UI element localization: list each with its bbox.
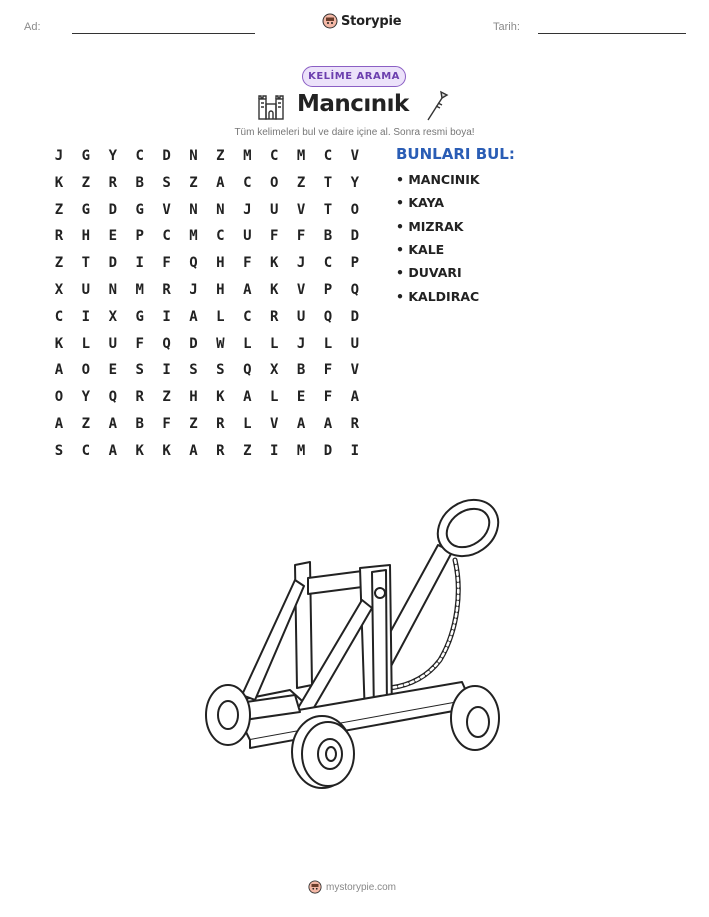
word-list-item: • MIZRAK xyxy=(396,218,464,234)
grid-cell[interactable]: G xyxy=(135,308,144,325)
grid-cell[interactable]: N xyxy=(189,148,198,164)
grid-cell[interactable]: Q xyxy=(108,389,118,406)
word-list-item: • DUVARI xyxy=(396,265,462,281)
grid-cell[interactable]: F xyxy=(323,362,333,379)
grid-cell[interactable]: Y xyxy=(81,389,91,406)
word-list-title: BUNLARI BUL: xyxy=(396,145,515,163)
grid-cell[interactable]: T xyxy=(81,255,91,272)
word-list-item: • KALDIRAC xyxy=(396,288,480,304)
spear-icon xyxy=(424,90,450,122)
grid-cell[interactable]: M xyxy=(243,148,252,164)
grid-cell[interactable]: R xyxy=(108,174,118,191)
grid-cell[interactable]: O xyxy=(350,201,360,218)
grid-cell[interactable]: L xyxy=(269,389,279,406)
grid-cell[interactable]: O xyxy=(54,389,64,406)
word-search-grid xyxy=(47,148,367,468)
grid-cell[interactable]: X xyxy=(269,362,279,379)
grid-cell[interactable]: A xyxy=(243,282,252,298)
grid-cell[interactable]: C xyxy=(243,308,252,325)
grid-cell[interactable]: V xyxy=(162,201,171,218)
grid-cell[interactable]: A xyxy=(54,416,64,432)
grid-cell[interactable]: H xyxy=(216,255,225,272)
grid-cell[interactable]: B xyxy=(135,174,144,191)
grid-cell[interactable]: L xyxy=(323,335,333,352)
grid-cell[interactable]: A xyxy=(323,416,333,432)
grid-cell[interactable]: Z xyxy=(216,148,225,164)
grid-cell[interactable]: D xyxy=(189,335,198,352)
grid-cell[interactable]: U xyxy=(243,228,252,245)
instructions: Tüm kelimeleri bul ve daire içine al. Sonra resmi boya! xyxy=(234,127,475,138)
grid-row xyxy=(47,228,367,248)
grid-cell[interactable]: M xyxy=(189,228,198,245)
grid-cell[interactable]: D xyxy=(323,442,333,459)
grid-cell[interactable]: T xyxy=(323,174,333,191)
grid-cell[interactable]: F xyxy=(323,389,333,406)
grid-cell[interactable]: Q xyxy=(323,308,333,325)
grid-cell[interactable]: L xyxy=(81,335,91,352)
name-label: Ad: xyxy=(24,21,41,33)
grid-cell[interactable]: D xyxy=(108,201,118,218)
grid-cell[interactable]: J xyxy=(189,282,198,298)
brand xyxy=(322,13,401,29)
grid-cell[interactable]: C xyxy=(54,308,64,325)
grid-cell[interactable]: U xyxy=(269,201,279,218)
grid-cell[interactable]: F xyxy=(296,228,306,245)
grid-cell[interactable]: V xyxy=(350,148,360,164)
grid-cell[interactable]: F xyxy=(243,255,252,272)
grid-cell[interactable]: A xyxy=(216,174,225,191)
grid-cell[interactable]: Q xyxy=(189,255,198,272)
grid-cell[interactable]: Q xyxy=(162,335,171,352)
grid-cell[interactable]: S xyxy=(189,362,198,379)
date-line xyxy=(538,33,686,34)
grid-cell[interactable]: Z xyxy=(81,174,91,191)
grid-cell[interactable]: Q xyxy=(243,362,252,379)
grid-cell[interactable]: D xyxy=(108,255,118,272)
grid-cell[interactable]: Q xyxy=(350,282,360,298)
grid-cell[interactable]: K xyxy=(54,174,64,191)
grid-cell[interactable]: H xyxy=(216,282,225,298)
grid-cell[interactable]: L xyxy=(243,335,252,352)
grid-cell[interactable]: A xyxy=(350,389,360,406)
grid-cell[interactable]: P xyxy=(350,255,360,272)
grid-cell[interactable]: V xyxy=(296,282,306,298)
grid-cell[interactable]: C xyxy=(269,148,279,164)
grid-row xyxy=(47,336,367,356)
grid-cell[interactable]: C xyxy=(135,148,144,164)
grid-cell[interactable]: M xyxy=(296,442,306,459)
grid-cell[interactable]: R xyxy=(216,442,225,459)
grid-cell[interactable]: J xyxy=(296,255,306,272)
footer-url: mystorypie.com xyxy=(326,881,397,893)
grid-cell[interactable]: N xyxy=(216,201,225,218)
grid-cell[interactable]: J xyxy=(296,335,306,352)
grid-cell[interactable]: V xyxy=(296,201,306,218)
grid-cell[interactable]: I xyxy=(162,308,171,325)
grid-cell[interactable]: A xyxy=(108,416,118,432)
storypie-logo-icon xyxy=(322,13,338,29)
grid-row xyxy=(47,202,367,222)
grid-cell[interactable]: D xyxy=(350,308,360,325)
grid-cell[interactable]: C xyxy=(323,255,333,272)
grid-cell[interactable]: U xyxy=(108,335,118,352)
word-list-item: • MANCINIK xyxy=(396,172,480,187)
grid-cell[interactable]: S xyxy=(54,442,64,459)
grid-cell[interactable]: I xyxy=(350,442,360,459)
grid-row xyxy=(47,255,367,275)
grid-cell[interactable]: D xyxy=(162,148,171,164)
grid-cell[interactable]: A xyxy=(108,442,118,459)
grid-cell[interactable]: A xyxy=(296,416,306,432)
grid-cell[interactable]: Y xyxy=(108,148,118,164)
grid-cell[interactable]: C xyxy=(216,228,225,245)
grid-cell[interactable]: Z xyxy=(162,389,171,406)
grid-cell[interactable]: E xyxy=(108,228,118,245)
grid-cell[interactable]: K xyxy=(269,255,279,272)
grid-cell[interactable]: R xyxy=(350,416,360,432)
page-title: Mancınık xyxy=(297,91,409,117)
grid-cell[interactable]: R xyxy=(135,389,144,406)
grid-cell[interactable]: S xyxy=(162,174,171,191)
grid-row xyxy=(47,416,367,436)
grid-cell[interactable]: O xyxy=(81,362,91,379)
grid-cell[interactable]: X xyxy=(108,308,118,325)
name-line xyxy=(72,33,255,34)
grid-cell[interactable]: F xyxy=(269,228,279,245)
grid-row xyxy=(47,443,367,463)
grid-cell[interactable]: M xyxy=(135,282,144,298)
grid-cell[interactable]: D xyxy=(350,228,360,245)
grid-cell[interactable]: Z xyxy=(81,416,91,432)
grid-cell[interactable]: E xyxy=(108,362,118,379)
grid-cell[interactable]: K xyxy=(216,389,225,406)
grid-cell[interactable]: I xyxy=(135,255,144,272)
word-list-item: • KAYA xyxy=(396,195,445,211)
grid-cell[interactable]: F xyxy=(135,335,144,352)
grid-cell[interactable]: F xyxy=(162,416,171,432)
grid-cell[interactable]: T xyxy=(323,201,333,218)
grid-cell[interactable]: Z xyxy=(243,442,252,459)
grid-cell[interactable]: G xyxy=(81,201,91,218)
grid-cell[interactable]: L xyxy=(269,335,279,352)
grid-cell[interactable]: U xyxy=(350,335,360,352)
grid-cell[interactable]: B xyxy=(135,416,144,432)
grid-row xyxy=(47,282,367,302)
grid-cell[interactable]: X xyxy=(54,282,64,298)
grid-cell[interactable]: Y xyxy=(350,174,360,191)
grid-row xyxy=(47,175,367,195)
grid-cell[interactable]: U xyxy=(81,282,91,298)
grid-cell[interactable]: N xyxy=(189,201,198,218)
category-badge: KELİME ARAMA xyxy=(302,66,406,87)
grid-cell[interactable]: H xyxy=(81,228,91,245)
grid-cell[interactable]: Z xyxy=(54,201,64,218)
grid-cell[interactable]: C xyxy=(81,442,91,459)
grid-cell[interactable]: K xyxy=(162,442,171,459)
grid-cell[interactable]: A xyxy=(54,362,64,379)
grid-cell[interactable]: A xyxy=(189,308,198,325)
grid-cell[interactable]: W xyxy=(216,335,225,352)
grid-cell[interactable]: C xyxy=(162,228,171,245)
grid-cell[interactable]: A xyxy=(189,442,198,459)
grid-cell[interactable]: U xyxy=(296,308,306,325)
grid-cell[interactable]: K xyxy=(269,282,279,298)
grid-cell[interactable]: L xyxy=(216,308,225,325)
grid-cell[interactable]: Z xyxy=(189,174,198,191)
grid-cell[interactable]: K xyxy=(135,442,144,459)
grid-cell[interactable]: P xyxy=(135,228,144,245)
grid-cell[interactable]: V xyxy=(269,416,279,432)
storypie-logo-icon xyxy=(308,880,322,894)
grid-cell[interactable]: F xyxy=(162,255,171,272)
word-list-item: • KALE xyxy=(396,241,445,257)
grid-cell[interactable]: K xyxy=(54,335,64,352)
grid-cell[interactable]: B xyxy=(323,228,333,245)
grid-cell[interactable]: C xyxy=(323,148,333,164)
grid-cell[interactable]: G xyxy=(81,148,91,164)
grid-row xyxy=(47,309,367,329)
grid-cell[interactable]: E xyxy=(296,389,306,406)
castle-icon xyxy=(256,91,286,121)
grid-cell[interactable]: L xyxy=(243,416,252,432)
grid-row xyxy=(47,389,367,409)
grid-cell[interactable]: I xyxy=(269,442,279,459)
grid-row xyxy=(47,362,367,382)
grid-cell[interactable]: P xyxy=(323,282,333,298)
grid-cell[interactable]: I xyxy=(81,308,91,325)
date-label: Tarih: xyxy=(493,21,520,33)
grid-cell[interactable]: H xyxy=(189,389,198,406)
brand-name: Storypie xyxy=(341,13,402,29)
footer xyxy=(308,880,396,894)
grid-cell[interactable]: R xyxy=(269,308,279,325)
grid-cell[interactable]: C xyxy=(243,174,252,191)
grid-cell[interactable]: A xyxy=(243,389,252,406)
grid-cell[interactable]: G xyxy=(135,201,144,218)
grid-cell[interactable]: R xyxy=(162,282,171,298)
grid-cell[interactable]: M xyxy=(296,148,306,164)
grid-cell[interactable]: Z xyxy=(54,255,64,272)
grid-cell[interactable]: R xyxy=(54,228,64,245)
grid-cell[interactable]: S xyxy=(216,362,225,379)
grid-cell[interactable]: J xyxy=(54,148,64,164)
grid-cell[interactable]: R xyxy=(216,416,225,432)
grid-cell[interactable]: O xyxy=(269,174,279,191)
grid-cell[interactable]: S xyxy=(135,362,144,379)
grid-cell[interactable]: I xyxy=(162,362,171,379)
grid-cell[interactable]: N xyxy=(108,282,118,298)
grid-cell[interactable]: V xyxy=(350,362,360,379)
grid-cell[interactable]: B xyxy=(296,362,306,379)
grid-cell[interactable]: J xyxy=(243,201,252,218)
grid-cell[interactable]: Z xyxy=(296,174,306,191)
grid-row xyxy=(47,148,367,168)
catapult-illustration xyxy=(200,490,510,790)
grid-cell[interactable]: Z xyxy=(189,416,198,432)
